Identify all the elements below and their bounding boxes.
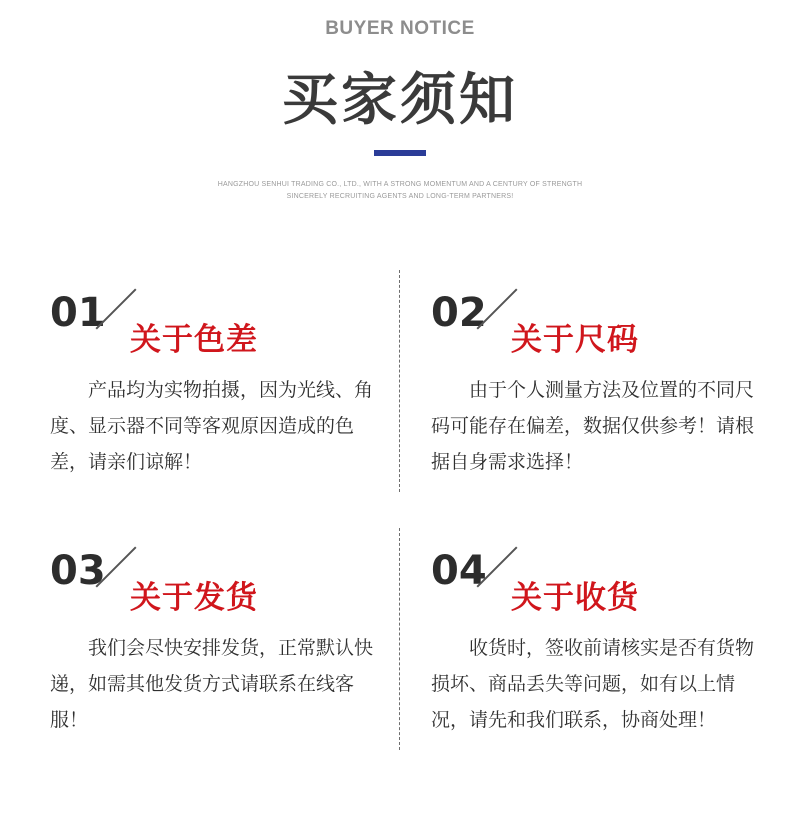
notice-card-shipping	[50, 530, 380, 760]
title-accent-bar	[374, 150, 426, 156]
notice-heading: 关于收货	[511, 580, 639, 616]
notice-card-size	[431, 272, 761, 502]
company-tagline-1: HANGZHOU SENHUI TRADING CO., LTD., WITH A STRONG MOMENTUM AND A CENTURY OF STRENGTH	[217, 181, 583, 188]
eyebrow-label: BUYER NOTICE	[325, 18, 475, 39]
column-divider-top	[399, 270, 400, 492]
notice-heading: 关于发货	[130, 580, 258, 616]
notice-text: 我们会尽快安排发货，正常默认快递，如需其他发货方式请联系在线客服！	[50, 637, 374, 731]
page-title: 买家须知	[282, 68, 518, 133]
company-tagline-2: SINCERELY RECRUITING AGENTS AND LONG-TERM PARTNERS!	[286, 193, 514, 200]
notice-text: 由于个人测量方法及位置的不同尺码可能存在偏差，数据仅供参考！请根据自身需求选择！	[431, 379, 755, 473]
notice-number: 04	[431, 548, 487, 594]
notice-number: 01	[50, 290, 106, 336]
notice-heading: 关于色差	[130, 322, 258, 358]
notice-text: 产品均为实物拍摄，因为光线、角度、显示器不同等客观原因造成的色差，请亲们谅解！	[50, 379, 374, 473]
notice-text: 收货时，签收前请核实是否有货物损坏、商品丢失等问题，如有以上情况，请先和我们联系，协商处理！	[431, 637, 755, 731]
notice-card-color	[50, 272, 380, 502]
notice-card-receiving	[431, 530, 761, 760]
notice-heading: 关于尺码	[511, 322, 639, 358]
notice-number: 02	[431, 290, 487, 336]
column-divider-bottom	[399, 528, 400, 750]
notice-number: 03	[50, 548, 106, 594]
